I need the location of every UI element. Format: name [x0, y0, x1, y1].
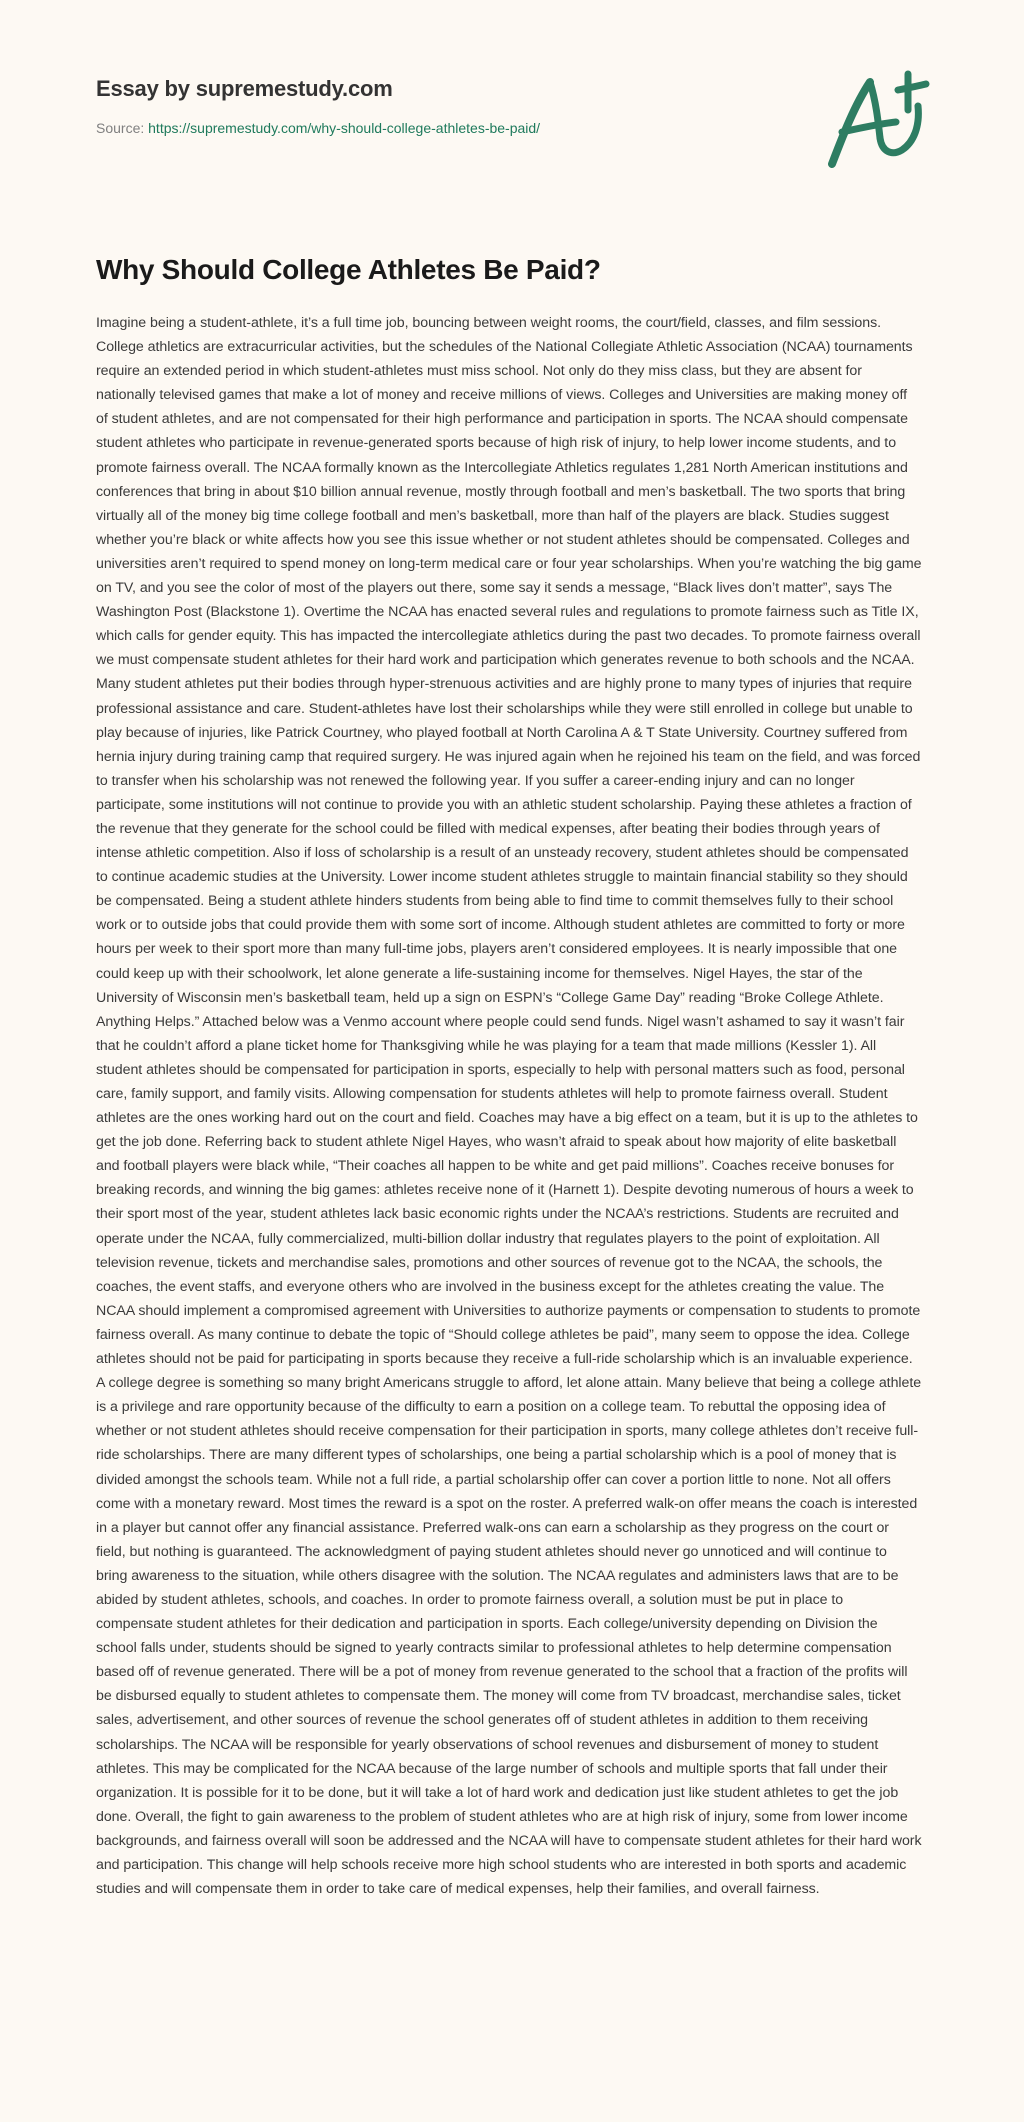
- source-line: [96, 118, 816, 138]
- source-label: Source:: [96, 120, 149, 136]
- essay-body: Imagine being a student-athlete, it’s a full time job, bouncing between weight rooms, the court/field, classes, and film sessions. College athletics are extracurricular activities, but the schedules of the National Collegiate Athletic Association (NCAA) tournaments require an extended period in which student-athletes must miss school. Not only do they miss class, but they are absent for nationally televised games that make a lot of money and receive millions of views. Colleges and Universities are making money off of student athletes, and are not compensated for their high performance and participation in sports. The NCAA should compensate student athletes who participate in revenue-generated sports because of high risk of injury, to help lower income students, and to promote fairness overall. The NCAA formally known as the Intercollegiate Athletics regulates 1,281 North American institutions and conferences that bring in about $10 billion annual revenue, mostly through football and men’s basketball. The two sports that bring virtually all of the money big time college football and men’s basketball, more than half of the players are black. Studies suggest whether you’re black or white affects how you see this issue whether or not student athletes should be compensated. Colleges and universities aren’t required to spend money on long-term medical care or four year scholarships. When you’re watching the big game on TV, and you see the color of most of the players out there, some say it sends a message, “Black lives don’t matter”, says The Washington Post (Blackstone 1). Overtime the NCAA has enacted several rules and regulations to promote fairness such as Title IX, which calls for gender equity. This has impacted the intercollegiate athletics during the past two decades. To promote fairness overall we must compensate student athletes for their hard work and participation which generates revenue to both schools and the NCAA. Many student athletes put their bodies through hyper-strenuous activities and are highly prone to many types of injuries that require professional assistance and care. Student-athletes have lost their scholarships while they were still enrolled in college but unable to play because of injuries, like Patrick Courtney, who played football at North Carolina A & T State University. Courtney suffered from hernia injury during training camp that required surgery. He was injured again when he rejoined his team on the field, and was forced to transfer when his scholarship was not renewed the following year. If you suffer a career-ending injury and can no longer participate, some institutions will not continue to provide you with an athletic student scholarship. Paying these athletes a fraction of the revenue that they generate for the school could be filled with medical expenses, after beating their bodies through years of intense athletic competition. Also if loss of scholarship is a result of an unsteady recovery, student athletes should be compensated to continue academic studies at the University. Lower income student athletes struggle to maintain financial stability so they should be compensated. Being a student athlete hinders students from being able to find time to commit themselves fully to their school work or to outside jobs that could provide them with some sort of income. Although student athletes are committed to forty or more hours per week to their sport more than many full-time jobs, players aren’t considered employees. It is nearly impossible that one could keep up with their schoolwork, let alone generate a life-sustaining income for themselves. Nigel Hayes, the star of the University of Wisconsin men’s basketball team, held up a sign on ESPN’s “College Game Day” reading “Broke College Athlete. Anything Helps.” Attached below was a Venmo account where people could send funds. Nigel wasn’t ashamed to say it wasn’t fair that he couldn’t afford a plane ticket home for Thanksgiving while he was playing for a team that made millions (Kessler 1). All student athletes should be compensated for participation in sports, especially to help with personal matters such as food, personal care, family support, and family visits. Allowing compensation for students athletes will help to promote fairness overall. Student athletes are the ones working hard out on the court and field. Coaches may have a big effect on a team, but it is up to the athletes to get the job done. Referring back to student athlete Nigel Hayes, who wasn’t afraid to speak about how majority of elite basketball and football players were black while, “Their coaches all happen to be white and get paid millions”. Coaches receive bonuses for breaking records, and winning the big games: athletes receive none of it (Harnett 1). Despite devoting numerous of hours a week to their sport most of the year, student athletes lack basic economic rights under the NCAA’s restrictions. Students are recruited and operate under the NCAA, fully commercialized, multi-billion dollar industry that regulates players to the point of exploitation. All television revenue, tickets and merchandise sales, promotions and other sources of revenue got to the NCAA, the schools, the coaches, the event staffs, and everyone others who are involved in the business except for the athletes creating the value. The NCAA should implement a compromised agreement with Universities to authorize payments or compensation to students to promote fairness overall. As many continue to debate the topic of “Should college athletes be paid”, many seem to oppose the idea. College athletes should not be paid for participating in sports because they receive a full-ride scholarship which is an invaluable experience. A college degree is something so many bright Americans struggle to afford, let alone attain. Many believe that being a college athlete is a privilege and rare opportunity because of the difficulty to earn a position on a college team. To rebuttal the opposing idea of whether or not student athletes should receive compensation for their participation in sports, many college athletes don’t receive full-ride scholarships. There are many different types of scholarships, one being a partial scholarship which is a pool of money that is divided amongst the schools team. While not a full ride, a partial scholarship offer can cover a portion little to none. Not all offers come with a monetary reward. Most times the reward is a spot on the roster. A preferred walk-on offer means the coach is interested in a player but cannot offer any financial assistance. Preferred walk-ons can earn a scholarship as they progress on the court or field, but nothing is guaranteed. The acknowledgment of paying student athletes should never go unnoticed and will continue to bring awareness to the situation, while others disagree with the solution. The NCAA regulates and administers laws that are to be abided by student athletes, schools, and coaches. In order to promote fairness overall, a solution must be put in place to compensate student athletes for their dedication and participation in sports. Each college/university depending on Division the school falls under, students should be signed to yearly contracts similar to professional athletes to help determine compensation based off of revenue generated. There will be a pot of money from revenue generated to the school that a fraction of the profits will be disbursed equally to student athletes to compensate them. The money will come from TV broadcast, merchandise sales, ticket sales, advertisement, and other sources of revenue the school generates off of student athletes in addition to them receiving scholarships. The NCAA will be responsible for yearly observations of school revenues and disbursement of money to student athletes. This may be complicated for the NCAA because of the large number of schools and multiple sports that fall under their organization. It is possible for it to be done, but it will take a lot of hard work and dedication just like student athletes to get the job done. Overall, the fight to gain awareness to the problem of student athletes who are at high risk of injury, some from lower income backgrounds, and fairness overall will soon be addressed and the NCAA will have to compensate student athletes for their hard work and participation. This change will help schools receive more high school students who are interested in both sports and academic studies and will compensate them in order to take care of medical expenses, help their families, and overall fairness.: [96, 315, 922, 1898]
- site-title: Essay by supremestudy.com: [96, 76, 393, 101]
- a-plus-grade-icon: [820, 66, 932, 174]
- essay-title: Why Should College Athletes Be Paid?: [96, 254, 601, 285]
- page-header: [96, 74, 816, 138]
- source-link[interactable]: https://supremestudy.com/why-should-college-athletes-be-paid/: [148, 120, 541, 136]
